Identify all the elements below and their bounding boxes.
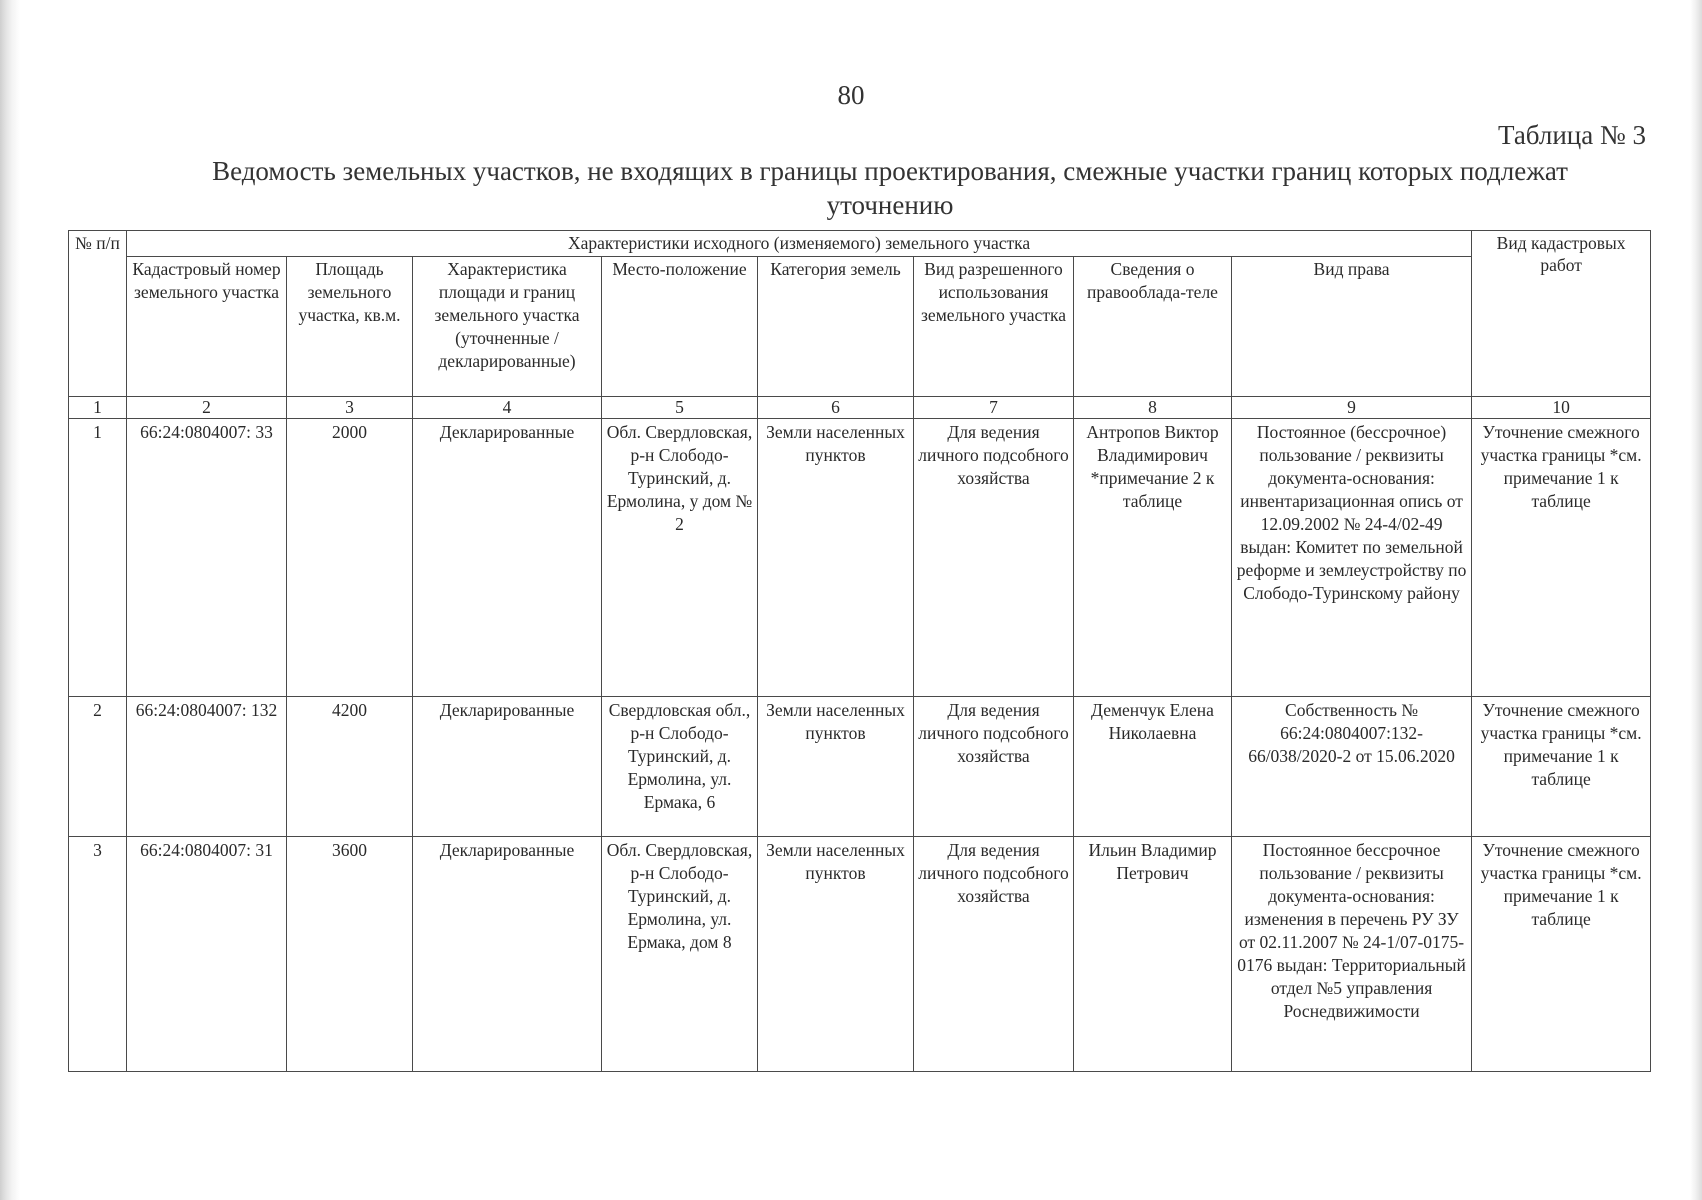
cell-right: Постоянное (бессрочное) пользование / реквизиты документа-основания: инвентаризационная опись от 12.09.2002 № 24-4/02-49 выдан: Комитет по земельной реформе и землеустройству по Слободо-Туринскому району [1232, 419, 1472, 697]
header-row-group [69, 231, 1651, 257]
column-number: 9 [1232, 397, 1472, 419]
cell-cadastral: 66:24:0804007: 33 [127, 419, 287, 697]
cell-permitted-use: Для ведения личного подсобного хозяйства [914, 419, 1074, 697]
header-row-columns [69, 257, 1651, 397]
column-number: 5 [602, 397, 758, 419]
table-row [69, 419, 1651, 697]
cell-right: Собственность № 66:24:0804007:132-66/038/2020-2 от 15.06.2020 [1232, 697, 1472, 837]
cell-work: Уточнение смежного участка границы *см. примечание 1 к таблице [1472, 837, 1651, 1072]
cell-location: Обл. Свердловская, р-н Слободо-Туринский, д. Ермолина, у дом № 2 [602, 419, 758, 697]
header-group-characteristics: Характеристики исходного (изменяемого) земельного участка [127, 231, 1472, 257]
cell-right: Постоянное бессрочное пользование / реквизиты документа-основания: изменения в перечень РУ ЗУ от 02.11.2007 № 24-1/07-0175-0176 выдан: Территориальный отдел №5 управления Роснедвижимости [1232, 837, 1472, 1072]
cell-location: Обл. Свердловская, р-н Слободо-Туринский, д. Ермолина, ул. Ермака, дом 8 [602, 837, 758, 1072]
page-number: 80 [837, 80, 865, 110]
cell-num: 3 [69, 837, 127, 1072]
header-col-num: № п/п [69, 231, 127, 397]
table-row [69, 697, 1651, 837]
column-number: 6 [758, 397, 914, 419]
cell-area-char: Декларированные [413, 837, 602, 1072]
cell-area: 4200 [287, 697, 413, 837]
column-number: 2 [127, 397, 287, 419]
header-col-right: Вид права [1232, 257, 1472, 397]
cell-category: Земли населенных пунктов [758, 697, 914, 837]
header-col-work: Вид кадастровых работ [1472, 231, 1651, 397]
column-number: 3 [287, 397, 413, 419]
cell-permitted-use: Для ведения личного подсобного хозяйства [914, 697, 1074, 837]
header-col-location: Место-положение [602, 257, 758, 397]
cell-category: Земли населенных пунктов [758, 837, 914, 1072]
cell-owner: Ильин Владимир Петрович [1074, 837, 1232, 1072]
header-col-area: Площадь земельного участка, кв.м. [287, 257, 413, 397]
cell-area-char: Декларированные [413, 697, 602, 837]
column-number: 10 [1472, 397, 1651, 419]
header-col-category: Категория земель [758, 257, 914, 397]
document-title: Ведомость земельных участков, не входящих в границы проектирования, смежные участки границ которых подлежат уточнению [212, 156, 1568, 220]
cell-cadastral: 66:24:0804007: 31 [127, 837, 287, 1072]
table-row [69, 837, 1651, 1072]
cell-work: Уточнение смежного участка границы *см. примечание 1 к таблице [1472, 419, 1651, 697]
cell-owner: Деменчук Елена Николаевна [1074, 697, 1232, 837]
column-number: 7 [914, 397, 1074, 419]
cell-permitted-use: Для ведения личного подсобного хозяйства [914, 837, 1074, 1072]
cell-location: Свердловская обл., р-н Слободо-Туринский, д. Ермолина, ул. Ермака, 6 [602, 697, 758, 837]
column-number: 8 [1074, 397, 1232, 419]
column-number-row [69, 397, 1651, 419]
cell-area: 2000 [287, 419, 413, 697]
header-col-permitted-use: Вид разрешенного использования земельного участка [914, 257, 1074, 397]
header-col-owner: Сведения о правооблада-теле [1074, 257, 1232, 397]
cell-cadastral: 66:24:0804007: 132 [127, 697, 287, 837]
cell-num: 1 [69, 419, 127, 697]
cell-num: 2 [69, 697, 127, 837]
scan-edge-right [1690, 0, 1702, 1200]
land-plots-table [68, 230, 1651, 1072]
column-number: 4 [413, 397, 602, 419]
column-number: 1 [69, 397, 127, 419]
cell-area: 3600 [287, 837, 413, 1072]
header-col-cadastral: Кадастровый номер земельного участка [127, 257, 287, 397]
cell-work: Уточнение смежного участка границы *см. примечание 1 к таблице [1472, 697, 1651, 837]
cell-category: Земли населенных пунктов [758, 419, 914, 697]
scan-edge-left [0, 0, 20, 1200]
cell-area-char: Декларированные [413, 419, 602, 697]
cell-owner: Антропов Виктор Владимирович *примечание 2 к таблице [1074, 419, 1232, 697]
header-col-area-char: Характеристика площади и границ земельного участка (уточненные / декларированные) [413, 257, 602, 397]
table-caption: Таблица № 3 [1498, 120, 1646, 150]
